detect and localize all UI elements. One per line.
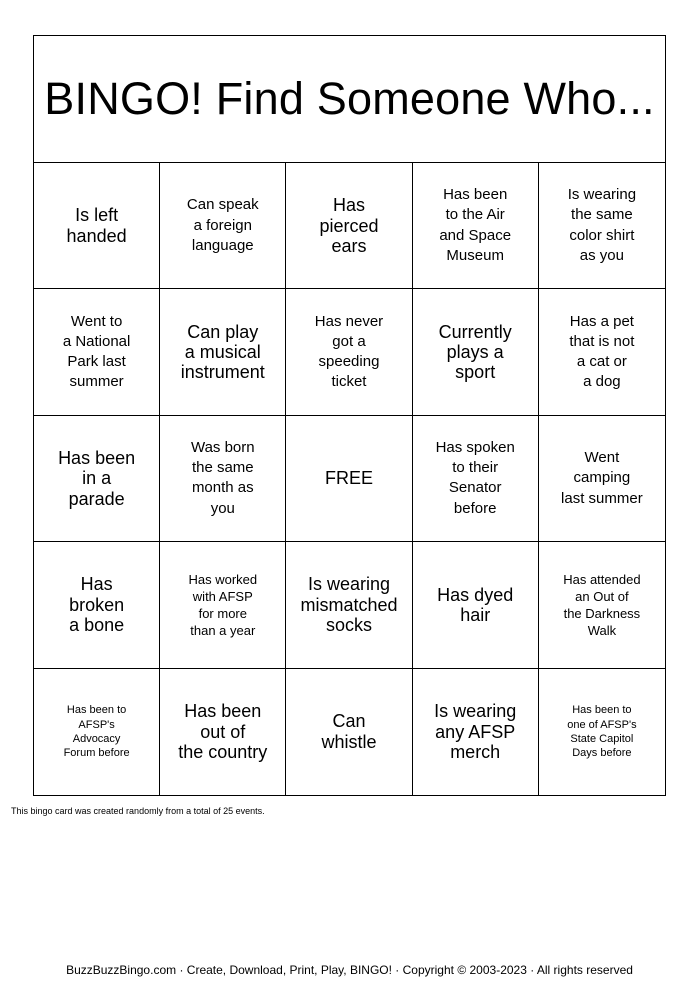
- bingo-cell: [539, 416, 665, 542]
- bingo-cell: [539, 163, 665, 289]
- bingo-cell: [34, 542, 160, 668]
- cell-text: Currently plays a sport: [438, 321, 512, 383]
- bingo-cell: [34, 416, 160, 542]
- bingo-cell: [160, 669, 286, 795]
- generation-note: This bingo card was created randomly from a total of 25 events.: [11, 806, 265, 816]
- cell-text: Can whistle: [321, 711, 377, 752]
- bingo-cell: [34, 289, 160, 415]
- free-space-cell: [286, 416, 412, 542]
- cell-text: Is wearing any AFSP merch: [434, 701, 517, 762]
- bingo-cell: [286, 289, 412, 415]
- cell-text: Has been to AFSP's Advocacy Forum before: [63, 704, 130, 760]
- bingo-grid: [34, 163, 665, 795]
- bingo-cell: [539, 669, 665, 795]
- cell-text: Has broken a bone: [69, 574, 125, 636]
- cell-text: Has been in a parade: [58, 448, 136, 509]
- bingo-card: [33, 35, 666, 796]
- bingo-cell: [34, 669, 160, 795]
- cell-text: Can speak a foreign language: [186, 196, 259, 254]
- cell-text: Was born the same month as you: [190, 438, 255, 517]
- free-space-text: FREE: [324, 468, 373, 489]
- bingo-cell: [160, 289, 286, 415]
- bingo-cell: [413, 669, 539, 795]
- cell-text: Has pierced ears: [319, 195, 379, 256]
- bingo-cell: [286, 542, 412, 668]
- bingo-cell: [286, 163, 412, 289]
- bingo-cell: [413, 542, 539, 668]
- cell-text: Went to a National Park last summer: [62, 312, 131, 391]
- bingo-cell: [160, 163, 286, 289]
- bingo-cell: [160, 542, 286, 668]
- cell-text: Is left handed: [66, 205, 127, 246]
- cell-text: Is wearing the same color shirt as you: [567, 186, 637, 264]
- cell-text: Has never got a speeding ticket: [314, 312, 384, 391]
- title-box: [34, 36, 665, 163]
- cell-text: Has been to one of AFSP's State Capitol Days before: [567, 704, 637, 760]
- bingo-cell: [413, 416, 539, 542]
- cell-text: Has been out of the country: [178, 701, 268, 762]
- bingo-cell: [539, 289, 665, 415]
- cell-text: Has attended an Out of the Darkness Walk: [563, 571, 641, 639]
- bingo-cell: [539, 542, 665, 668]
- bingo-cell: [286, 669, 412, 795]
- cell-text: Can play a musical instrument: [180, 321, 265, 383]
- cell-text: Has a pet that is not a cat or a dog: [569, 312, 635, 391]
- cell-text: Went camping last summer: [561, 449, 643, 507]
- card-title: BINGO! Find Someone Who...: [44, 73, 655, 124]
- bingo-cell: [413, 289, 539, 415]
- bingo-cell: [413, 163, 539, 289]
- cell-text: Has been to the Air and Space Museum: [439, 186, 512, 264]
- cell-text: Is wearing mismatched socks: [300, 574, 398, 636]
- bingo-cell: [160, 416, 286, 542]
- footer-copyright: BuzzBuzzBingo.com · Create, Download, Print, Play, BINGO! · Copyright © 2003-2023 · All rights reserved: [66, 963, 633, 977]
- cell-text: Has worked with AFSP for more than a year: [188, 571, 258, 639]
- cell-text: Has spoken to their Senator before: [435, 438, 515, 517]
- cell-text: Has dyed hair: [437, 584, 514, 625]
- bingo-cell: [34, 163, 160, 289]
